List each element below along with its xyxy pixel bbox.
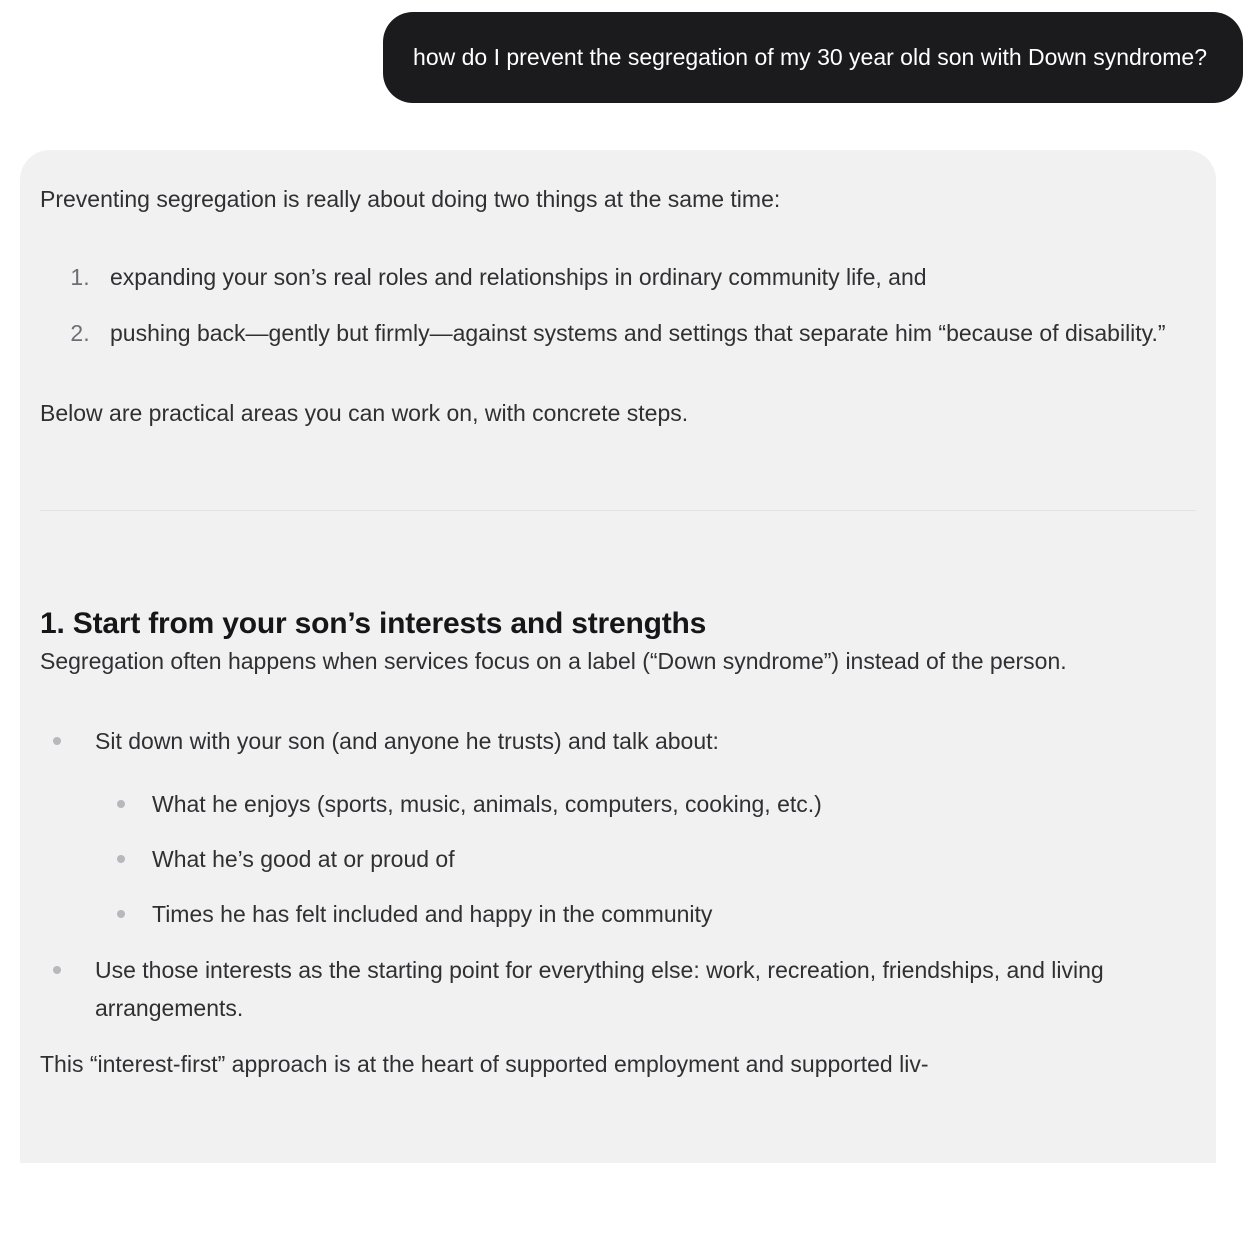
bullet-item-text: Use those interests as the starting point for everything else: work, recreation, friendships, and living arrangements. — [95, 957, 1104, 1021]
sub-bullet-item: What he enjoys (sports, music, animals, computers, cooking, etc.) — [95, 785, 1196, 823]
bullet-item-text: Sit down with your son (and anyone he trusts) and talk about: — [95, 728, 719, 754]
closing-paragraph: This “interest-first” approach is at the heart of supported employment and supported liv- — [40, 1051, 929, 1077]
bullet-item — [40, 722, 1196, 933]
transition-paragraph: Below are practical areas you can work on, with concrete steps. — [40, 400, 689, 426]
intro-paragraph: Preventing segregation is really about doing two things at the same time: — [40, 186, 781, 212]
bullet-list — [40, 722, 1196, 1027]
sub-bullet-item: What he’s good at or proud of — [95, 840, 1196, 878]
sub-bullet-list — [95, 785, 1196, 933]
bullet-item — [40, 951, 1196, 1027]
user-message-text: how do I prevent the segregation of my 30 year old son with Down syndrome? — [413, 44, 1207, 70]
user-message-row — [0, 0, 1248, 103]
sub-bullet-item: Times he has felt included and happy in the community — [95, 895, 1196, 933]
section-intro-paragraph: Segregation often happens when services focus on a label (“Down syndrome”) instead of the person. — [40, 648, 1067, 674]
assistant-message-card — [20, 150, 1216, 1163]
user-message-bubble — [383, 12, 1243, 103]
section-heading: 1. Start from your son’s interests and strengths — [40, 607, 707, 640]
numbered-list-item: 1. expanding your son’s real roles and relationships in ordinary community life, and — [96, 258, 1196, 296]
numbered-list — [40, 258, 1196, 352]
numbered-list-item: 2. pushing back—gently but firmly—against systems and settings that separate him “because of disability.” — [96, 314, 1196, 352]
section-divider — [40, 510, 1196, 511]
